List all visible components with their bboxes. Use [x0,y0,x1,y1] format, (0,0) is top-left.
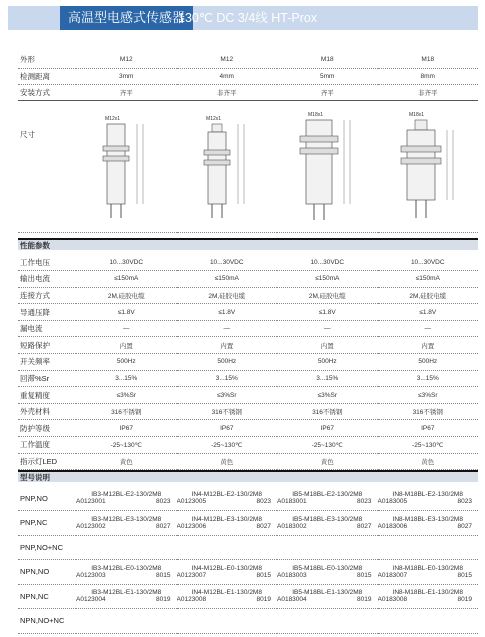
perf-spec-row [18,304,478,321]
perf-spec-row [18,320,478,337]
order-suffix: 8019 [156,596,171,604]
order-code: A0123003 [76,571,106,579]
perf-spec-row [18,420,478,437]
order-cell [277,560,378,585]
perf-spec-value: 10...30VDC [76,254,177,271]
basic-spec-row [18,84,478,100]
order-cell [177,535,278,560]
perf-spec-value: ≤150mA [277,271,378,288]
page-title: 高温型电感式传感器 [60,6,193,30]
perf-spec-value: — [277,320,378,337]
svg-text:M12x1: M12x1 [105,115,121,122]
order-code: A0183003 [277,571,307,579]
drawing-m18-flush [277,101,378,233]
perf-spec-value: 内置 [76,337,177,354]
perf-spec-value: 3...15% [76,370,177,387]
perf-spec-label: 输出电流 [18,271,76,288]
perf-spec-value: 10...30VDC [177,254,278,271]
perf-spec-label: 防护等级 [18,420,76,437]
perf-spec-value: 2M,硅胶电缆 [277,287,378,304]
perf-spec-label: 工作电压 [18,254,76,271]
perf-spec-value: 3...15% [277,370,378,387]
basic-spec-label: 安装方式 [18,84,76,100]
section-order: 型号说明 [18,470,478,482]
perf-spec-value: 316不锈钢 [378,403,479,420]
perf-spec-value: ≤3%Sr [76,387,177,404]
perf-spec-value: 2M,硅胶电缆 [378,287,479,304]
perf-spec-value: 黄色 [378,453,479,470]
dimension-table [18,100,478,233]
order-suffix: 8027 [156,522,171,530]
perf-spec-row [18,370,478,387]
order-row [18,560,478,585]
order-suffix: 8015 [457,571,472,579]
order-type-label: NPN,NC [18,584,76,609]
order-row [18,511,478,536]
order-row [18,609,478,634]
perf-spec-row [18,453,478,470]
basic-spec-value: 8mm [378,68,479,84]
order-cell [177,584,278,609]
order-suffix: 8027 [457,522,472,530]
perf-spec-label: 连接方式 [18,287,76,304]
perf-spec-value: 黄色 [277,453,378,470]
perf-spec-row [18,387,478,404]
part-number: IN4-M12BL-E1-130/2M8 [191,589,262,597]
perf-spec-value: 500Hz [277,354,378,371]
performance-table [18,254,478,470]
page-subtitle: 130℃ DC 3/4线 HT-Prox [178,11,318,25]
perf-spec-value: 10...30VDC [378,254,479,271]
perf-spec-value: — [177,320,278,337]
order-code: A0123002 [76,522,106,530]
order-type-label: NPN,NO [18,560,76,585]
order-suffix: 8023 [357,498,372,505]
perf-spec-value: -25~130℃ [378,437,479,454]
order-cell [378,609,479,634]
perf-spec-row [18,337,478,354]
perf-spec-label: 短路保护 [18,337,76,354]
perf-spec-value: IP67 [76,420,177,437]
perf-spec-value: ≤1.8V [378,304,479,321]
perf-spec-label: 导通压降 [18,304,76,321]
order-cell [277,535,378,560]
part-number: IB5-M18BL-E1-130/2M8 [292,589,363,597]
order-cell [277,486,378,511]
order-code: A0123005 [176,498,207,505]
order-cell [76,511,177,536]
drawing-m12-flush [76,101,177,233]
order-cell [76,535,177,560]
part-number: IB5-M18BL-E2-130/2M8 [292,491,363,498]
perf-spec-value: ≤150mA [76,271,177,288]
perf-spec-value: -25~130℃ [177,437,278,454]
part-number: IB5-M18BL-E0-130/2M8 [292,564,363,572]
perf-spec-value: IP67 [177,420,278,437]
order-code: A0183001 [277,498,307,505]
perf-spec-row [18,437,478,454]
perf-spec-row [18,254,478,271]
svg-text:M12x1: M12x1 [205,115,221,122]
perf-spec-value: 内置 [177,337,278,354]
order-cell [378,535,479,560]
order-cell [277,609,378,634]
basic-spec-value: 非齐平 [378,84,479,100]
svg-text:M18x1: M18x1 [408,111,424,118]
order-code: A0123004 [76,596,106,604]
perf-spec-row [18,287,478,304]
perf-spec-value: IP67 [277,420,378,437]
perf-spec-value: 500Hz [177,354,278,371]
order-code: A0183006 [377,522,408,530]
perf-spec-value: 黄色 [177,453,278,470]
perf-spec-value: ≤150mA [378,271,479,288]
drawing-m12-nonflush [177,101,278,233]
order-cell [177,486,278,511]
part-number: IN8-M18BL-E3-130/2M8 [392,515,463,523]
part-number: IB3-M12BL-E3-130/2M8 [91,515,162,523]
order-suffix: 8015 [256,571,271,579]
drawing-m18-nonflush [378,101,479,233]
perf-spec-label: 外壳材料 [18,403,76,420]
perf-spec-label: 回滞%Sr [18,370,76,387]
order-suffix: 8023 [256,498,271,505]
order-suffix: 8019 [357,596,372,604]
order-cell [378,511,479,536]
perf-spec-value: 10...30VDC [277,254,378,271]
perf-spec-value: ≤1.8V [76,304,177,321]
page-header [8,6,478,30]
order-table [18,486,478,634]
order-suffix: 8015 [357,571,372,579]
basic-spec-value: 4mm [177,68,278,84]
perf-spec-value: ≤3%Sr [177,387,278,404]
sensor-drawing-2 [182,106,272,226]
perf-spec-value: — [76,320,177,337]
basic-spec-value: M12 [76,52,177,68]
perf-spec-value: -25~130℃ [76,437,177,454]
order-cell [76,584,177,609]
order-cell [378,584,479,609]
perf-spec-value: ≤3%Sr [277,387,378,404]
order-code: A0183002 [277,522,307,530]
order-code: A0123001 [76,498,106,505]
svg-text:M18x1: M18x1 [308,111,324,118]
order-type-label: PNP,NC [18,511,76,536]
part-number: IN8-M18BL-E1-130/2M8 [392,589,463,597]
basic-spec-value: 齐平 [76,84,177,100]
basic-spec-label: 检测距离 [18,68,76,84]
perf-spec-value: IP67 [378,420,479,437]
basic-spec-value: M12 [177,52,278,68]
part-number: IB3-M12BL-E2-130/2M8 [91,491,162,498]
order-row [18,535,478,560]
sensor-drawing-4 [383,106,473,226]
perf-spec-value: ≤1.8V [277,304,378,321]
part-number: IB3-M12BL-E1-130/2M8 [91,589,162,597]
order-cell [177,609,278,634]
order-type-label: PNP,NO [18,486,76,511]
part-number: IN4-M12BL-E0-130/2M8 [191,564,262,572]
order-code: A0183007 [377,571,408,579]
sensor-drawing-3 [282,106,372,226]
section-performance: 性能参数 [18,238,478,250]
basic-spec-row [18,68,478,84]
order-cell [277,511,378,536]
part-number: IN8-M18BL-E0-130/2M8 [392,564,463,572]
part-number: IN8-M18BL-E2-130/2M8 [392,491,463,498]
order-code: A0123006 [176,522,207,530]
order-type-label: PNP,NO+NC [18,535,76,560]
order-cell [378,560,479,585]
perf-spec-value: 500Hz [76,354,177,371]
order-row [18,584,478,609]
dimension-label: 尺寸 [18,101,76,233]
order-suffix: 8023 [156,498,171,505]
order-suffix: 8023 [457,498,472,505]
order-suffix: 8027 [256,522,271,530]
order-cell [76,560,177,585]
basic-spec-row [18,52,478,68]
perf-spec-value: ≤1.8V [177,304,278,321]
perf-spec-row [18,271,478,288]
perf-spec-label: 工作温度 [18,437,76,454]
basic-spec-value: 3mm [76,68,177,84]
order-suffix: 8027 [357,522,372,530]
order-cell [76,609,177,634]
order-code: A0183005 [377,498,408,505]
sensor-drawing-1 [81,106,171,226]
perf-spec-value: ≤150mA [177,271,278,288]
order-cell [378,486,479,511]
part-number: IB5-M18BL-E3-130/2M8 [292,515,363,523]
perf-spec-value: 3...15% [177,370,278,387]
perf-spec-label: 指示灯LED [18,453,76,470]
perf-spec-value: 3...15% [378,370,479,387]
perf-spec-value: 500Hz [378,354,479,371]
perf-spec-value: ≤3%Sr [378,387,479,404]
part-number: IN4-M12BL-E3-130/2M8 [191,515,262,523]
part-number: IB3-M12BL-E0-130/2M8 [91,564,162,572]
basic-spec-value: M18 [378,52,479,68]
order-cell [277,584,378,609]
perf-spec-value: 316不锈钢 [177,403,278,420]
order-cell [177,560,278,585]
perf-spec-value: — [378,320,479,337]
perf-spec-value: 2M,硅胶电缆 [177,287,278,304]
order-code: A0123007 [176,571,207,579]
perf-spec-value: 2M,硅胶电缆 [76,287,177,304]
order-cell [177,511,278,536]
perf-spec-label: 开关频率 [18,354,76,371]
order-type-label: NPN,NO+NC [18,609,76,634]
perf-spec-value: -25~130℃ [277,437,378,454]
perf-spec-label: 漏电流 [18,320,76,337]
order-code: A0183008 [377,596,408,604]
basic-spec-value: M18 [277,52,378,68]
basic-spec-value: 5mm [277,68,378,84]
basic-spec-table [18,52,478,101]
order-suffix: 8019 [256,596,271,604]
perf-spec-value: 内置 [277,337,378,354]
order-cell [76,486,177,511]
perf-spec-label: 重复精度 [18,387,76,404]
basic-spec-value: 齐平 [277,84,378,100]
order-code: A0183004 [277,596,307,604]
order-suffix: 8019 [457,596,472,604]
perf-spec-value: 黄色 [76,453,177,470]
order-suffix: 8015 [156,571,171,579]
perf-spec-value: 316不锈钢 [277,403,378,420]
order-row [18,486,478,511]
perf-spec-row [18,354,478,371]
part-number: IN4-M12BL-E2-130/2M8 [191,491,262,498]
basic-spec-label: 外形 [18,52,76,68]
perf-spec-value: 内置 [378,337,479,354]
perf-spec-row [18,403,478,420]
basic-spec-value: 非齐平 [177,84,278,100]
perf-spec-value: 316不锈钢 [76,403,177,420]
order-code: A0123008 [176,596,207,604]
